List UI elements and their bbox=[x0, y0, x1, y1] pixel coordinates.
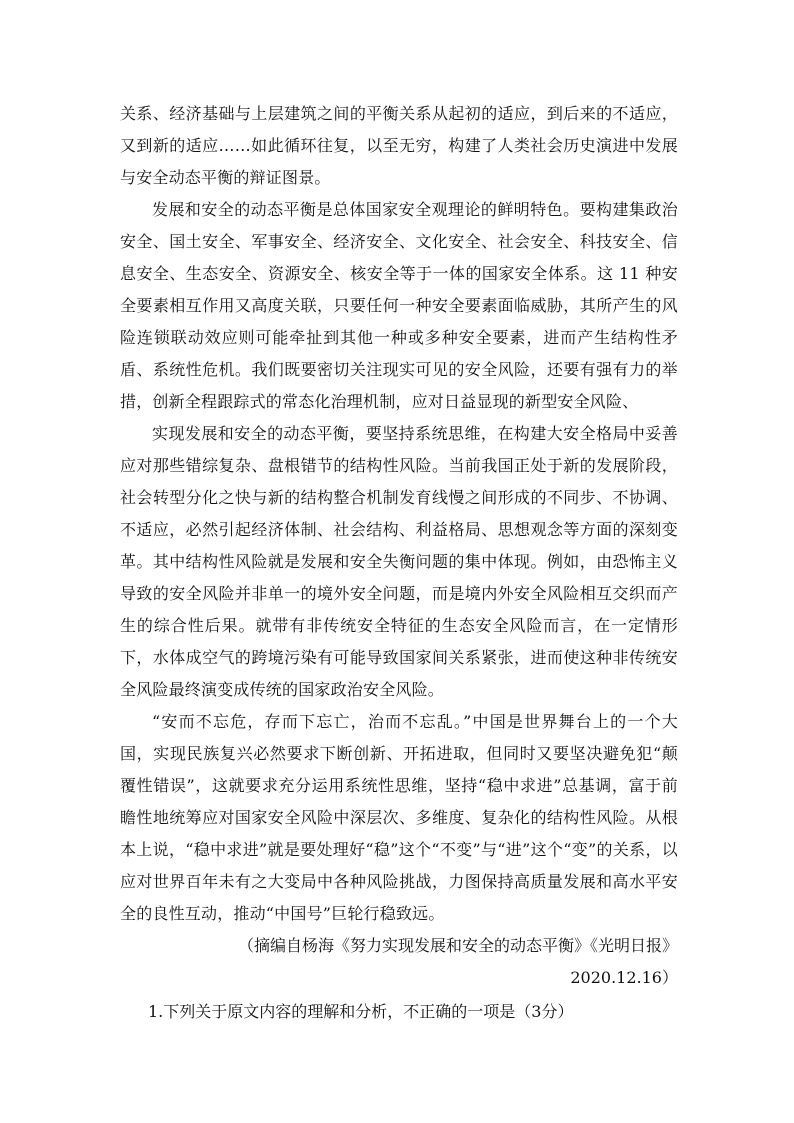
source-date: 2020.12.16） bbox=[570, 968, 678, 987]
source-citation: （摘编自杨海《努力实现发展和安全的动态平衡》《光明日报》 bbox=[237, 936, 678, 955]
paragraph-3: 实现发展和安全的动态平衡，要坚持系统思维，在构建大安全格局中妥善应对那些错综复杂、盘根错节的结构性风险。当前我国正处于新的发展阶段，社会转型分化之快与新的结构整合机制发育线慢之间形成的不同步、不协调、不适应，必然引起经济体制、社会结构、利益格局、思想观念等方面的深刻变革。其中结构性风险就是发展和安全失衡问题的集中体现。例如，由恐怖主义导致的安全风险并非单一的境外安全问题，而是境内外安全风险相互交织而产生的综合性后果。就带有非传统安全特征的生态安全风险而言，在一定情形下，水体成空气的跨境污染有可能导致国家间关系紧张，进而使这种非传统安全风险最终演变成传统的国家政治安全风险。 bbox=[120, 424, 678, 699]
article-body bbox=[120, 98, 678, 1028]
paragraph-4: “安而不忘危，存而下忘亡，治而不忘乱。”中国是世界舞台上的一个大国，实现民族复兴必然要求下断创新、开拓进取，但同时又要坚决避免犯“颠覆性错误”，这就要求充分运用系统性思维，坚持“稳中求进”总基调，富于前瞻性地统筹应对国家安全风险中深层次、多维度、复杂化的结构性风险。从根本上说，“稳中求进”就是要处理好“稳”这个“不变”与“进”这个“变”的关系，以应对世界百年未有之大变局中各种风险挑战，力图保持高质量发展和高水平安全的良性互动，推动“中国号”巨轮行稳致远。 bbox=[120, 712, 678, 923]
paragraph-2: 发展和安全的动态平衡是总体国家安全观理论的鲜明特色。要构建集政治安全、国土安全、军事安全、经济安全、文化安全、社会安全、科技安全、信息安全、生态安全、资源安全、核安全等于一体的国家安全体系。这 11 种安全要素相互作用又高度关联，只要任何一种安全要素面临威胁，其所产生的风险连锁联动效应则可能牵扯到其他一种或多种安全要素，进而产生结构性矛盾、系统性危机。我们既要密切关注现实可见的安全风险，还要有强有力的举措，创新全程跟踪式的常态化治理机制，应对日益显现的新型安全风险、 bbox=[120, 200, 678, 411]
paragraph-1: 关系、经济基础与上层建筑之间的平衡关系从起初的适应，到后来的不适应，又到新的适应……如此循环往复，以至无穷，构建了人类社会历史演进中发展与安全动态平衡的辩证图景。 bbox=[120, 104, 678, 187]
question-1: 1.下列关于原文内容的理解和分析，不正确的一项是（3分） bbox=[148, 1002, 574, 1021]
